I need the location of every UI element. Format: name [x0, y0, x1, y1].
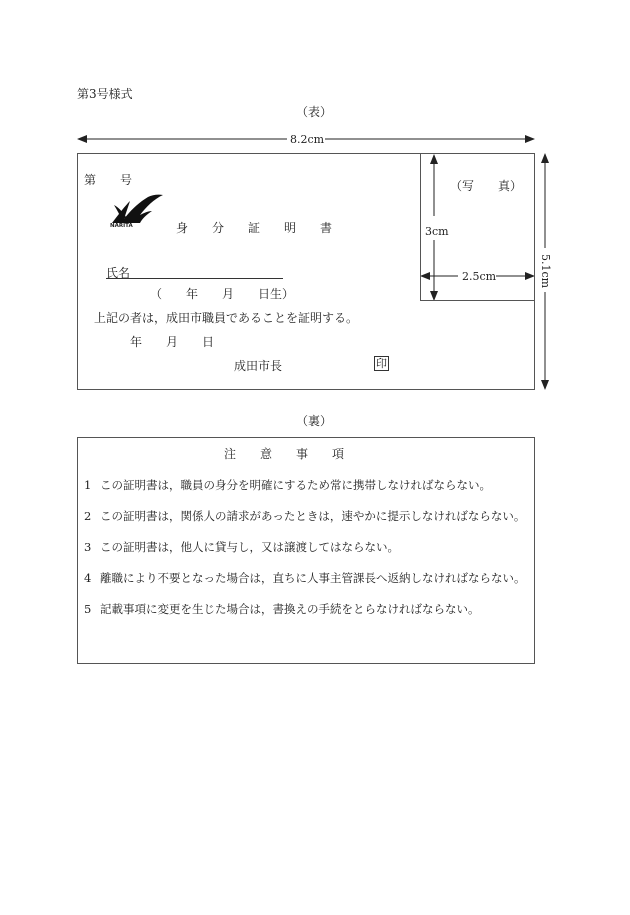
photo-width-label: 2.5cm	[462, 270, 497, 283]
front-side-label: （表）	[296, 105, 333, 119]
name-underline	[106, 278, 283, 279]
form-number: 第3号様式	[77, 87, 133, 101]
width-dimension-label: 8.2cm	[290, 133, 325, 146]
rule-item: 2 この証明書は，関係人の請求があったときは，速やかに提示しなければならない。	[84, 509, 526, 523]
back-side-label: （裏）	[296, 414, 333, 428]
certificate-number-label: 第 号	[84, 173, 133, 187]
rule-item: 1 この証明書は，職員の身分を明確にするため常に携帯しなければならない。	[84, 478, 491, 492]
narita-logo	[108, 193, 164, 233]
issue-date-line: 年 月 日	[130, 335, 215, 349]
photo-label: （写 真）	[450, 179, 523, 193]
height-dimension-label: 5.1cm	[539, 254, 552, 289]
rule-item: 3 この証明書は，他人に貸与し，又は譲渡してはならない。	[84, 540, 399, 554]
rule-item: 4 離職により不要となった場合は，直ちに人事主管課長へ返納しなければならない。	[84, 571, 526, 585]
certify-text: 上記の者は，成田市職員であることを証明する。	[94, 311, 359, 325]
logo-text: NARITA	[110, 223, 133, 229]
mayor-label: 成田市長	[234, 359, 283, 373]
photo-height-label: 3cm	[425, 225, 449, 238]
seal-box: 印	[376, 357, 387, 370]
name-label: 氏名	[106, 266, 131, 280]
notes-heading: 注 意 事 項	[224, 447, 345, 461]
rule-item: 5 記載事項に変更を生じた場合は，書換えの手続をとらなければならない。	[84, 602, 480, 616]
card-title: 身 分 証 明 書	[176, 221, 333, 235]
birth-date-line: （ 年 月 日生）	[150, 287, 295, 301]
